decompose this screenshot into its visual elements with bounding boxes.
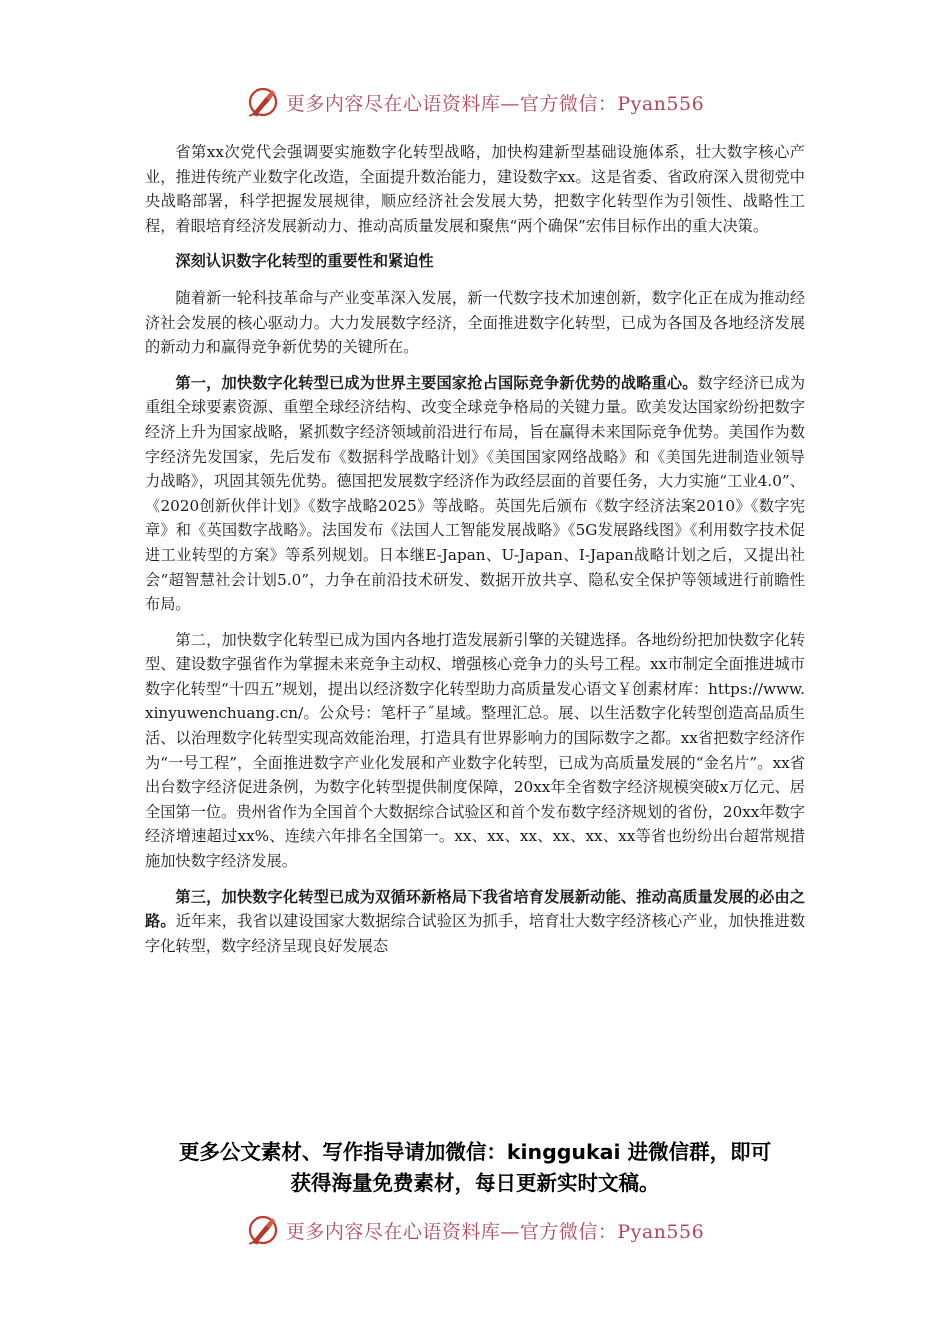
- promo-notice: [120, 1137, 830, 1199]
- paragraph-background: 随着新一轮科技革命与产业变革深入发展，新一代数字技术加速创新，数字化正在成为推动经济社会发展的核心驱动力。大力发展数字经济，全面推进数字化转型，已成为各国及各地经济发展的新动力和赢得竞争新优势的关键所在。: [145, 288, 805, 357]
- first-point-lead: 第一，加快数字化转型已成为世界主要国家抢占国际竞争新优势的战略重心。: [175, 373, 698, 392]
- promo-line-1: 更多公文素材、写作指导请加微信：kinggukai 进微信群，即可: [178, 1140, 772, 1164]
- third-point-text: 近年来，我省以建设国家大数据综合试验区为抓手，培育壮大数字经济核心产业，加快推进数字化转型，数字经济呈现良好发展态: [145, 912, 806, 955]
- document-body: [145, 140, 805, 969]
- first-point-text: 数字经济已成为重组全球要素资源、重塑全球经济结构、改变全球竞争格局的关键力量。欧美发达国家纷纷把数字经济上升为国家战略，紧抓数字经济领域前沿进行布局，旨在赢得未来国际竞争优势。美国作为数字经济先发国家，先后发布《数据科学战略计划》《美国国家网络战略》和《美国先进制造业领导力战略》，巩固其领先优势。德国把发展数字经济作为政经层面的首要任务，大力实施“工业4.0”、《2020创新伙伴计划》《数字战略2025》等战略。英国先后颁布《数字经济法案2010》《数字宪章》和《英国数字战略》。法国发布《法国人工智能发展战略》《5G发展路线图》《利用数字技术促进工业转型的方案》等系列规划。日本继E-Japan、U-Japan、I-Japan战略计划之后，又提出社会“超智慧社会计划5.0”，力争在前沿技术研发、数据开放共享、隐私安全保护等领域进行前瞻性布局。: [145, 373, 806, 614]
- paragraph-first-point: [145, 371, 805, 617]
- paragraph-third-point: [145, 885, 805, 959]
- third-point-lead: 第三，加快数字化转型已成为双循环新格局下我省培育发展新动能、推动高质量发展的必由之路。: [145, 887, 805, 931]
- promo-line-2: 获得海量免费素材，每日更新实时文稿。: [290, 1171, 660, 1195]
- pen-logo-icon: [246, 85, 280, 119]
- header-watermark-banner: [0, 82, 950, 122]
- footer-watermark-text: 更多内容尽在心语资料库—官方微信：Pyan556: [285, 1220, 705, 1243]
- section-heading: 深刻认识数字化转型的重要性和紧迫性: [175, 252, 434, 271]
- footer-watermark-banner: [0, 1210, 950, 1250]
- header-watermark-text: 更多内容尽在心语资料库—官方微信：Pyan556: [285, 92, 705, 115]
- paragraph-second-point: 第二，加快数字化转型已成为国内各地打造发展新引擎的关键选择。各地纷纷把加快数字化转型、建设数字强省作为掌握未来竞争主动权、增强核心竞争力的头号工程。xx市制定全面推进城市数字化转型“十四五”规划，提出以经济数字化转型助力高质量发心语文￥创素材库：https://www.xinyuwenchuang.cn/。公众号：笔杆子˝星域。整理汇总。展、以生活数字化转型创造高品质生活、以治理数字化转型实现高效能治理，打造具有世界影响力的国际数字之都。xx省把数字经济作为“一号工程”，全面推进数字产业化发展和产业数字化转型，已成为高质量发展的“金名片”。xx省出台数字经济促进条例，为数字化转型提供制度保障，20xx年全省数字经济规模突破x万亿元、居全国第一位。贵州省作为全国首个大数据综合试验区和首个发布数字经济规划的省份，20xx年数字经济增速超过xx%、连续六年排名全国第一。xx、xx、xx、xx、xx、xx等省也纷纷出台超常规措施加快数字经济发展。: [145, 630, 805, 871]
- paragraph-intro: 省第xx次党代会强调要实施数字化转型战略，加快构建新型基础设施体系，壮大数字核心产业，推进传统产业数字化改造，全面提升数治能力，建设数字xx。这是省委、省政府深入贯彻党中央战略部署，科学把握发展规律，顺应经济社会发展大势，把数字化转型作为引领性、战略性工程，着眼培育经济发展新动力、推动高质量发展和聚焦“两个确保”宏伟目标作出的重大决策。: [145, 143, 805, 235]
- pen-logo-icon: [246, 1213, 280, 1247]
